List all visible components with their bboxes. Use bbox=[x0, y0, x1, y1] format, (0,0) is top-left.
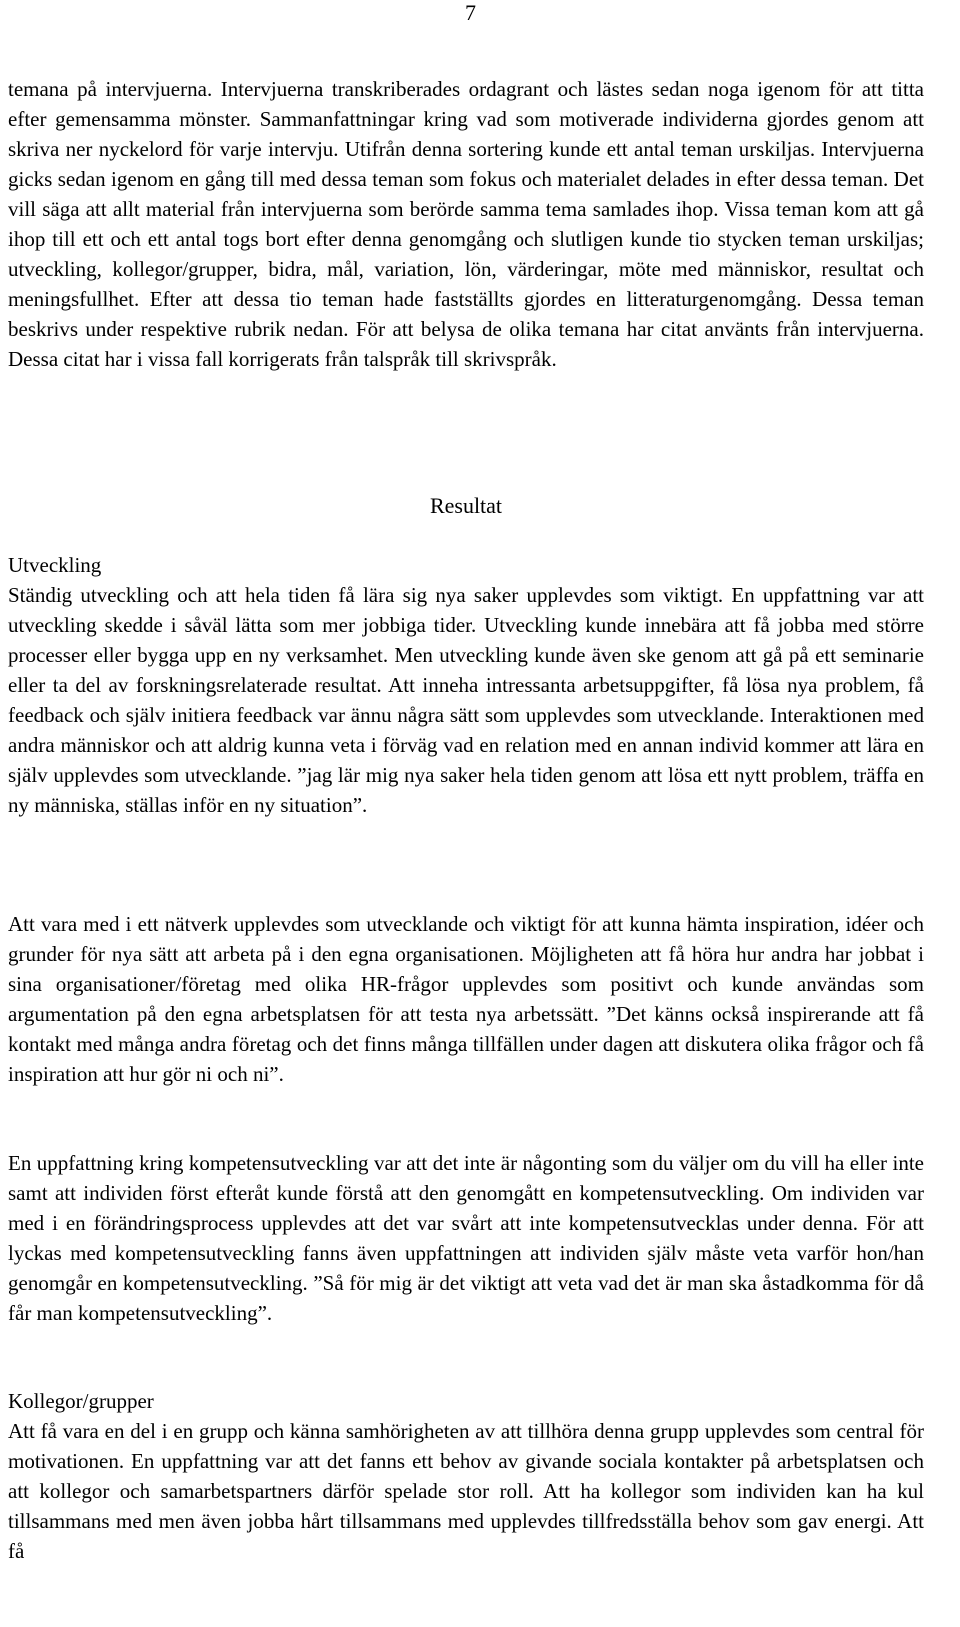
page-number: 7 bbox=[465, 0, 476, 25]
intro-paragraph: temana på intervjuerna. Intervjuerna transkriberades ordagrant och lästes sedan noga igenom för att titta efter gemensamma mönster. Sammanfattningar kring vad som motiverade individerna gjordes genom att skriva ner nyckelord för varje intervju. Utifrån denna sortering kunde ett antal teman urskiljas. Intervjuerna gicks sedan igenom en gång till med dessa teman som fokus och materialet delades in efter dessa teman. Det vill säga att allt material från intervjuerna som berörde samma tema samlades ihop. Vissa teman kom att gå ihop till ett och ett antal togs bort efter denna genomgång och slutligen kunde tio stycken teman urskiljas; utveckling, kollegor/grupper, bidra, mål, variation, lön, värderingar, möte med människor, resultat och meningsfullhet. Efter att dessa tio teman hade fastställts gjordes en litteraturgenomgång. Dessa teman beskrivs under respektive rubrik nedan. För att belysa de olika temana har citat använts från intervjuerna. Dessa citat har i vissa fall korrigerats från talspråk till skrivspråk. bbox=[8, 77, 924, 371]
utveckling-paragraph-3: En uppfattning kring kompetensutveckling var att det inte är någonting som du väljer om du vill ha eller inte samt att individen först efteråt kunde förstå att den genomgått en kompetensutveckling. Om individen var med i en förändringsprocess upplevdes att det var svårt att inte kompetensutvecklas under denna. För att lyckas med kompetensutveckling fanns även uppfattningen att individen själv måste veta varför hon/han genomgår en kompetensutveckling. ”Så för mig är det viktigt att veta vad det är man ska åstadkomma för då får man kompetensutveckling”. bbox=[8, 1151, 924, 1325]
utveckling-paragraph-2: Att vara med i ett nätverk upplevdes som utvecklande och viktigt för att kunna hämta inspiration, idéer och grunder för nya sätt att arbeta på i den egna organisationen. Möjligheten att få höra hur andra har jobbat i sina organisationer/företag med olika HR-frågor upplevdes som positivt och kunde användas som argumentation på den egna arbetsplatsen för att testa nya arbetssätt. ”Det känns också inspirerande att få kontakt med många andra företag och det finns många tillfällen under dagen att diskutera olika frågor och få inspiration att hur gör ni och ni”. bbox=[8, 912, 924, 1086]
section-heading-utveckling: Utveckling bbox=[8, 553, 102, 577]
section-heading-kollegor: Kollegor/grupper bbox=[8, 1389, 154, 1413]
section-utveckling bbox=[8, 550, 924, 820]
kollegor-paragraph: Att få vara en del i en grupp och känna samhörigheten av att tillhöra denna grupp upplevdes som central för motivationen. En uppfattning var att det fanns ett behov av givande sociala kontakter på arbetsplatsen och att kollegor och samarbetspartners därför spelade stor roll. Att ha kollegor som individen kan ha kul tillsammans med men även jobba hårt tillsammans med upplevdes tillfredsställa behov som gav energi. Att få bbox=[8, 1419, 924, 1563]
results-heading: Resultat bbox=[429, 493, 503, 518]
section-kollegor bbox=[8, 1386, 924, 1566]
utveckling-paragraph-1: Ständig utveckling och att hela tiden få lära sig nya saker upplevdes som viktigt. En uppfattning var att utveckling skedde i såväl lätta som mer jobbiga tider. Utveckling kunde innebära att få jobba med större processer eller bygga upp en ny verksamhet. Men utveckling kunde även ske genom att gå på ett seminarie eller ta del av forskningsrelaterade resultat. Att inneha intressanta arbetsuppgifter, få lösa nya problem, få feedback och själv initiera feedback var ännu några sätt som upplevdes som utvecklande. Interaktionen med andra människor och att aldrig kunna veta i förväg vad en relation med en annan individ kommer att lära en själv upplevdes som utvecklande. ”jag lär mig nya saker hela tiden genom att lösa ett nytt problem, träffa en ny människa, ställas inför en ny situation”. bbox=[8, 583, 924, 817]
